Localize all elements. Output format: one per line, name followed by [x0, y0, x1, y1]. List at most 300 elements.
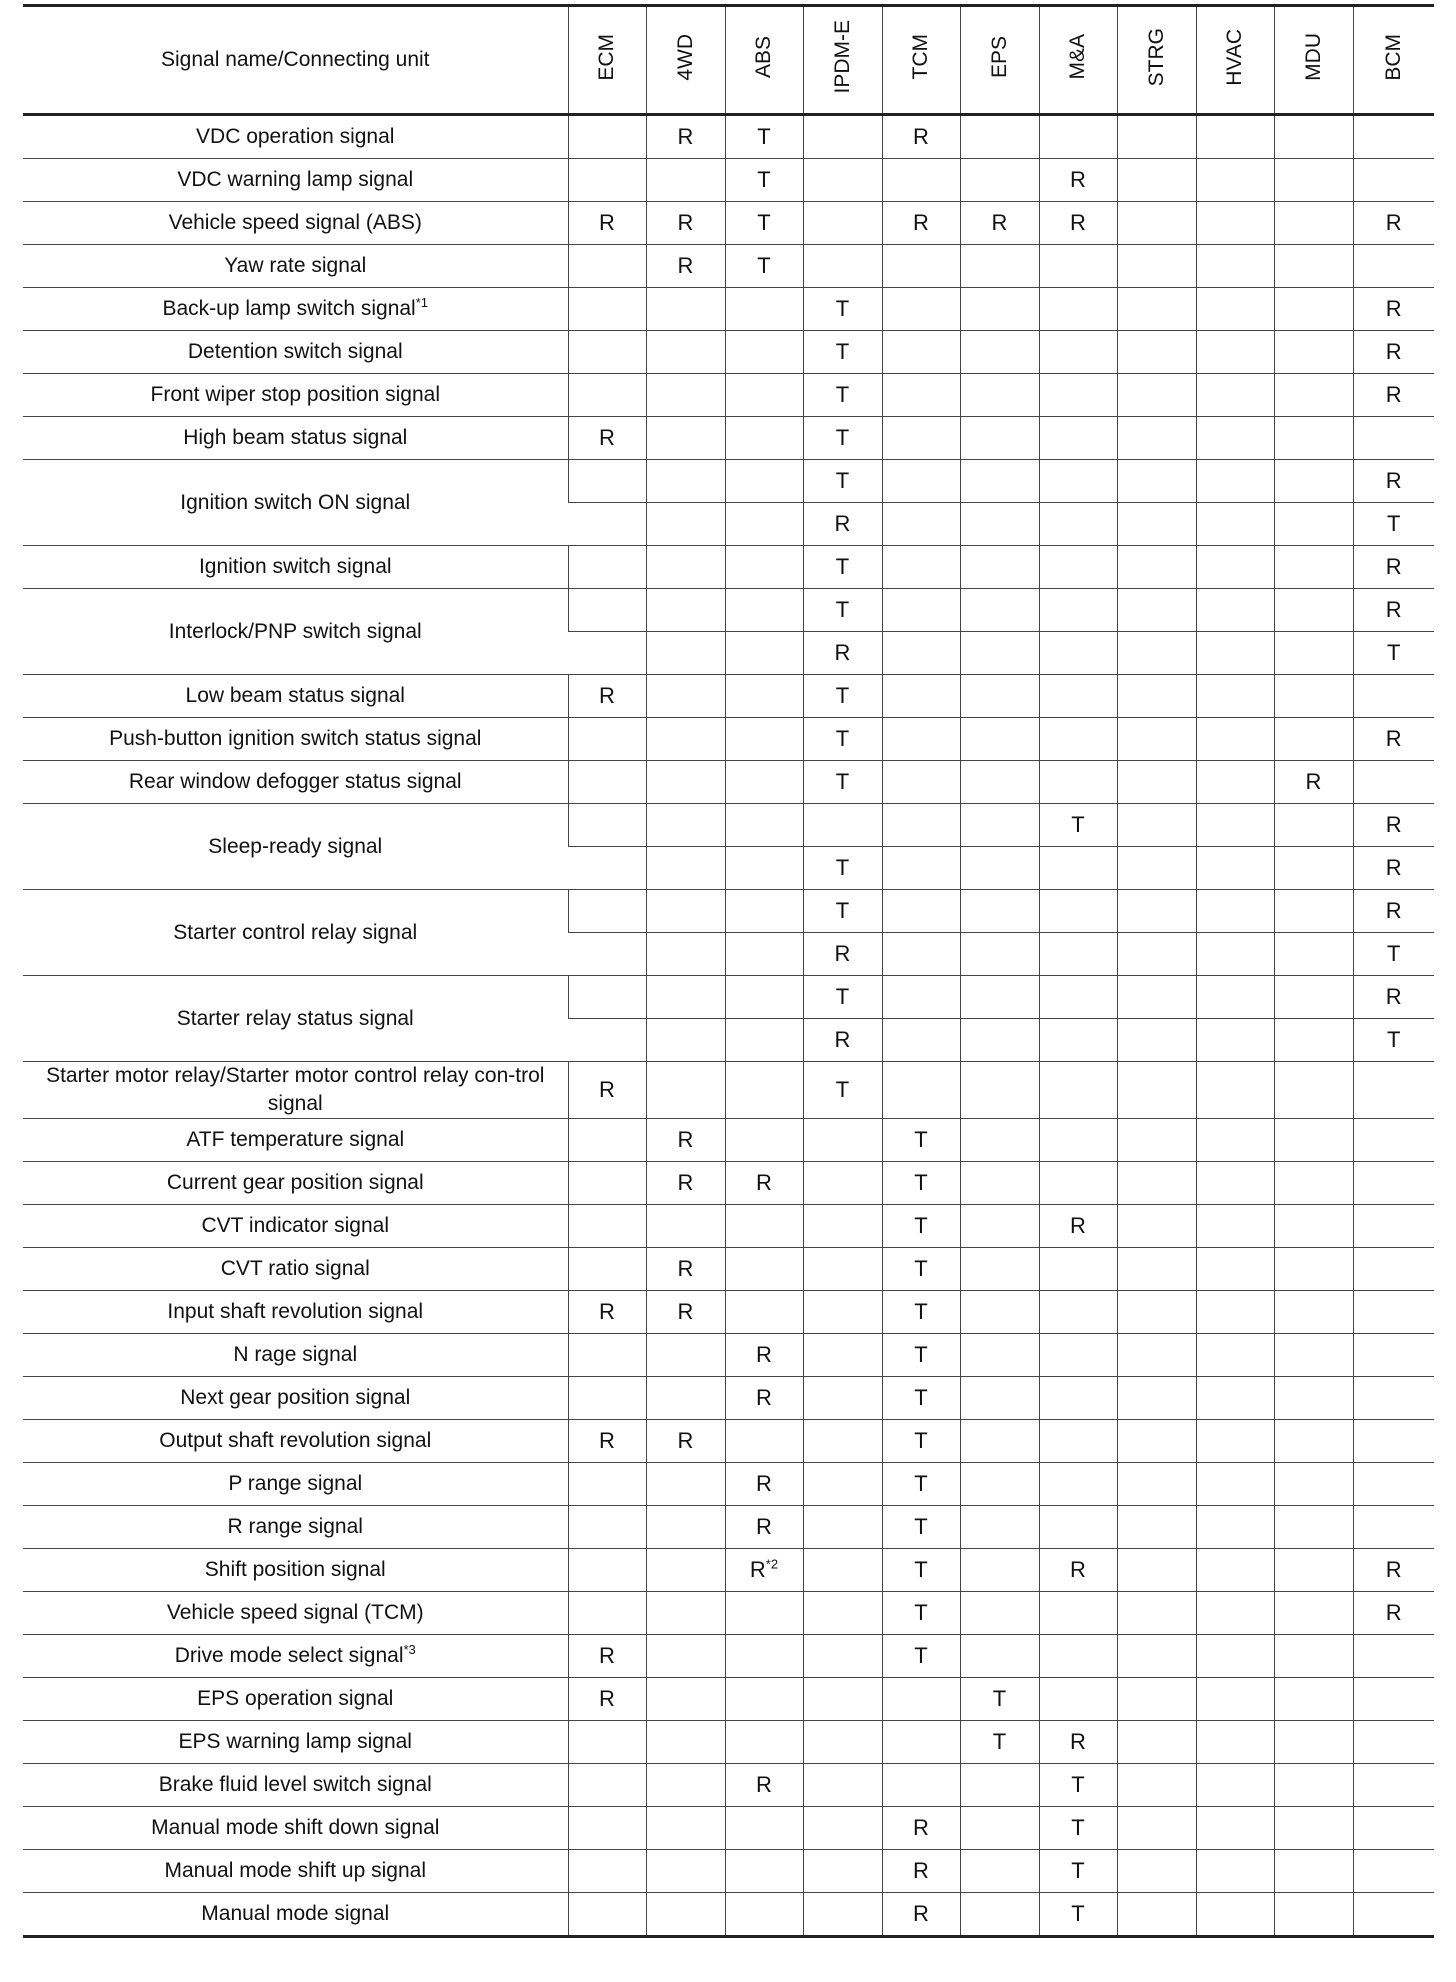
unit-value-cell: R	[1353, 804, 1434, 847]
signal-name-cell	[23, 331, 568, 374]
unit-value-cell	[1274, 1334, 1353, 1377]
unit-value-cell: T	[803, 1062, 882, 1119]
unit-value-cell	[1196, 1248, 1274, 1291]
unit-value-cell	[1274, 1119, 1353, 1162]
unit-value-cell	[568, 374, 646, 417]
signal-name: EPS warning lamp signal	[178, 1730, 412, 1753]
unit-value-cell	[960, 718, 1039, 761]
unit-value-cell	[1039, 1291, 1117, 1334]
unit-value-cell	[1274, 1678, 1353, 1721]
unit-value-cell	[1274, 374, 1353, 417]
unit-value-cell	[960, 589, 1039, 632]
unit-value-cell	[1039, 933, 1117, 976]
unit-value-cell: T	[882, 1291, 960, 1334]
unit-value-cell	[1353, 417, 1434, 460]
unit-value-cell	[1353, 1635, 1434, 1678]
unit-value-cell	[1353, 1463, 1434, 1506]
unit-value-cell	[882, 374, 960, 417]
signal-name: Vehicle speed signal (TCM)	[166, 1601, 424, 1624]
unit-value-cell	[1039, 718, 1117, 761]
signal-name: Input shaft revolution signal	[167, 1300, 424, 1323]
unit-value-cell: T	[1353, 503, 1434, 546]
unit-value-cell	[1196, 245, 1274, 288]
signal-table-body	[23, 115, 1434, 1937]
unit-value-cell	[803, 1248, 882, 1291]
footnote-marker: *2	[765, 1556, 779, 1572]
unit-value-cell	[568, 1119, 646, 1162]
unit-header-eps: EPS	[960, 6, 1039, 115]
unit-value-cell	[1196, 1420, 1274, 1463]
table-row	[23, 675, 1434, 718]
unit-value-cell	[882, 718, 960, 761]
unit-value-cell	[1274, 675, 1353, 718]
unit-value-cell	[1274, 1721, 1353, 1764]
unit-value-cell	[960, 1463, 1039, 1506]
unit-value-cell	[882, 245, 960, 288]
unit-value-cell	[1274, 159, 1353, 202]
unit-value-cell	[725, 1420, 803, 1463]
unit-value-cell	[960, 1549, 1039, 1592]
unit-value-cell	[646, 804, 725, 847]
unit-header-4wd: 4WD	[646, 6, 725, 115]
table-row	[23, 589, 1434, 632]
unit-value-cell	[646, 890, 725, 933]
unit-value-cell: T	[882, 1592, 960, 1635]
signal-name-cell	[23, 1334, 568, 1377]
unit-value-cell	[1196, 417, 1274, 460]
table-row	[23, 1205, 1434, 1248]
unit-value-cell	[1117, 847, 1196, 890]
unit-value-cell	[725, 589, 803, 632]
unit-value-cell	[1117, 460, 1196, 503]
unit-value-cell: R	[1353, 1592, 1434, 1635]
unit-value-cell	[1196, 1893, 1274, 1937]
unit-value-cell	[1196, 460, 1274, 503]
signal-name: Shift position signal	[204, 1558, 386, 1581]
unit-value-cell	[725, 546, 803, 589]
unit-value-cell: T	[803, 288, 882, 331]
signal-name-cell	[23, 202, 568, 245]
unit-value-cell	[1039, 847, 1117, 890]
unit-value-cell	[646, 546, 725, 589]
unit-value-cell	[1274, 460, 1353, 503]
unit-value-cell	[803, 1205, 882, 1248]
signal-name-cell	[23, 1549, 568, 1592]
unit-value-cell: R	[1039, 202, 1117, 245]
unit-value-cell: T	[1353, 933, 1434, 976]
unit-value-cell	[803, 1893, 882, 1937]
table-row	[23, 115, 1434, 159]
unit-value-cell	[1196, 1463, 1274, 1506]
signal-name: Current gear position signal	[166, 1171, 424, 1194]
unit-value-cell	[1117, 1420, 1196, 1463]
unit-value-cell	[725, 1062, 803, 1119]
unit-value-cell	[1353, 1162, 1434, 1205]
unit-value-cell	[882, 331, 960, 374]
unit-value-cell	[1274, 847, 1353, 890]
unit-value-cell	[960, 1162, 1039, 1205]
unit-value-cell	[1039, 1119, 1117, 1162]
unit-value-cell	[1274, 1205, 1353, 1248]
table-row	[23, 1162, 1434, 1205]
signal-name-cell	[23, 1119, 568, 1162]
unit-value-cell	[646, 1205, 725, 1248]
unit-value-cell	[646, 632, 725, 675]
unit-value-cell	[960, 1334, 1039, 1377]
unit-value-cell	[1117, 546, 1196, 589]
unit-value-cell	[568, 1463, 646, 1506]
unit-value-cell	[1196, 1764, 1274, 1807]
unit-value-cell	[1196, 1019, 1274, 1062]
unit-header-mdu: MDU	[1274, 6, 1353, 115]
unit-value-cell: T	[882, 1119, 960, 1162]
unit-value-cell	[882, 417, 960, 460]
signal-name-cell	[23, 245, 568, 288]
signal-name-cell	[23, 1420, 568, 1463]
signal-name: Next gear position signal	[180, 1386, 411, 1409]
unit-value-cell: T	[803, 460, 882, 503]
unit-value-cell: T	[725, 115, 803, 159]
unit-value-cell	[725, 761, 803, 804]
unit-value-cell	[1353, 1377, 1434, 1420]
unit-value-cell: R	[568, 1420, 646, 1463]
unit-value-cell	[1353, 1420, 1434, 1463]
unit-value-cell	[960, 1807, 1039, 1850]
unit-value-cell	[1039, 1678, 1117, 1721]
unit-value-cell	[1039, 1162, 1117, 1205]
unit-value-cell	[1117, 417, 1196, 460]
unit-value-cell	[1039, 632, 1117, 675]
unit-value-cell	[1039, 503, 1117, 546]
unit-value-cell: R	[882, 1807, 960, 1850]
unit-value-cell	[1196, 159, 1274, 202]
signal-name-cell	[23, 718, 568, 761]
unit-value-cell	[1117, 1334, 1196, 1377]
unit-value-cell	[1039, 1506, 1117, 1549]
unit-value-cell	[568, 245, 646, 288]
unit-value-cell: R	[803, 933, 882, 976]
unit-value-cell	[1196, 804, 1274, 847]
unit-value-cell: R	[1353, 202, 1434, 245]
unit-value-cell: R	[1039, 1721, 1117, 1764]
unit-value-cell	[803, 1377, 882, 1420]
unit-value-cell	[1274, 1463, 1353, 1506]
unit-value-cell: T	[882, 1549, 960, 1592]
unit-value-cell	[960, 1205, 1039, 1248]
unit-value-cell	[960, 1019, 1039, 1062]
unit-value-cell	[568, 1807, 646, 1850]
signal-name-cell	[23, 1291, 568, 1334]
unit-value-cell	[1274, 1162, 1353, 1205]
unit-value-cell	[1274, 1248, 1353, 1291]
signal-name: Sleep-ready signal	[208, 834, 383, 858]
signal-name: Vehicle speed signal (ABS)	[168, 211, 422, 234]
unit-value-cell	[1353, 1807, 1434, 1850]
unit-value-cell	[1117, 1506, 1196, 1549]
unit-value-cell	[1117, 1850, 1196, 1893]
unit-header-strg: STRG	[1117, 6, 1196, 115]
unit-value-cell	[1117, 718, 1196, 761]
signal-name-cell	[23, 1678, 568, 1721]
unit-value-cell	[960, 460, 1039, 503]
unit-value-cell	[646, 761, 725, 804]
unit-value-cell	[725, 1019, 803, 1062]
unit-value-cell	[725, 890, 803, 933]
unit-value-cell	[1117, 761, 1196, 804]
unit-value-cell	[1117, 1377, 1196, 1420]
unit-value-cell	[1196, 1506, 1274, 1549]
table-row	[23, 202, 1434, 245]
unit-value-cell	[568, 847, 646, 890]
unit-value-cell	[725, 288, 803, 331]
unit-value-cell	[725, 1205, 803, 1248]
unit-header-hvac: HVAC	[1196, 6, 1274, 115]
signal-name-cell	[23, 675, 568, 718]
unit-value-cell	[568, 1549, 646, 1592]
unit-value-cell: R	[646, 1162, 725, 1205]
unit-value-cell	[1039, 417, 1117, 460]
unit-value-cell: R	[1039, 159, 1117, 202]
unit-value-cell	[1196, 1807, 1274, 1850]
unit-value-cell	[1117, 1062, 1196, 1119]
signal-name: Drive mode select signal	[174, 1644, 404, 1667]
unit-value-cell	[1274, 1377, 1353, 1420]
unit-value-cell: T	[960, 1678, 1039, 1721]
unit-value-cell	[1274, 589, 1353, 632]
table-row	[23, 1850, 1434, 1893]
unit-value-cell	[1117, 933, 1196, 976]
unit-value-cell: T	[803, 675, 882, 718]
unit-value-cell	[568, 1592, 646, 1635]
unit-value-cell	[1274, 546, 1353, 589]
signal-name: Starter relay status signal	[176, 1006, 414, 1030]
unit-header-abs: ABS	[725, 6, 803, 115]
unit-value-cell	[1274, 417, 1353, 460]
unit-value-cell	[1117, 503, 1196, 546]
unit-value-cell	[1039, 761, 1117, 804]
unit-value-cell	[646, 1019, 725, 1062]
unit-value-cell	[646, 1506, 725, 1549]
unit-value-cell	[725, 460, 803, 503]
table-row	[23, 417, 1434, 460]
unit-value-cell	[1039, 1463, 1117, 1506]
unit-value-cell	[1353, 1850, 1434, 1893]
unit-value-cell	[1117, 1248, 1196, 1291]
table-header-row	[23, 6, 1434, 115]
signal-name: Rear window defogger status signal	[128, 770, 462, 793]
unit-value-cell	[725, 718, 803, 761]
signal-name: Ignition switch ON signal	[180, 490, 411, 514]
unit-value-cell	[1196, 718, 1274, 761]
unit-value-cell	[882, 1764, 960, 1807]
unit-value-cell	[882, 933, 960, 976]
unit-value-cell	[803, 159, 882, 202]
signal-name-cell	[23, 1205, 568, 1248]
signal-name-cell	[23, 1721, 568, 1764]
unit-value-cell: R	[646, 115, 725, 159]
unit-value-cell: R	[1353, 890, 1434, 933]
unit-value-cell: R	[803, 632, 882, 675]
signal-name: Starter control relay signal	[173, 920, 418, 944]
unit-value-cell	[1274, 804, 1353, 847]
signal-name: N rage signal	[233, 1343, 358, 1366]
unit-value-cell	[1274, 1592, 1353, 1635]
unit-value-cell	[568, 589, 646, 632]
unit-value-cell	[882, 1678, 960, 1721]
signal-name-cell	[23, 1506, 568, 1549]
unit-value-cell: R	[568, 675, 646, 718]
unit-value-cell: R	[568, 1635, 646, 1678]
unit-value-cell	[646, 1463, 725, 1506]
unit-value-cell: R	[1274, 761, 1353, 804]
table-row	[23, 1678, 1434, 1721]
unit-value-cell	[1117, 1721, 1196, 1764]
unit-value-cell: T	[882, 1635, 960, 1678]
unit-value-cell	[646, 1635, 725, 1678]
signal-name-cell	[23, 890, 568, 976]
unit-value-cell	[882, 632, 960, 675]
unit-value-cell	[1117, 1463, 1196, 1506]
unit-value-cell	[568, 1721, 646, 1764]
unit-value-cell: T	[803, 718, 882, 761]
unit-value-cell	[646, 417, 725, 460]
table-row	[23, 761, 1434, 804]
unit-value-cell	[882, 1062, 960, 1119]
unit-value-cell: T	[882, 1162, 960, 1205]
unit-value-cell	[1117, 245, 1196, 288]
unit-value-cell	[646, 460, 725, 503]
unit-value-cell	[1039, 589, 1117, 632]
table-row	[23, 1807, 1434, 1850]
unit-value-cell	[725, 374, 803, 417]
signal-table-container	[23, 4, 1434, 1938]
unit-value-cell	[882, 1019, 960, 1062]
unit-value-cell	[1196, 761, 1274, 804]
unit-value-cell	[725, 804, 803, 847]
unit-value-cell	[725, 417, 803, 460]
unit-value-cell: T	[803, 847, 882, 890]
unit-value-cell: T	[803, 589, 882, 632]
unit-value-cell	[960, 245, 1039, 288]
signal-name: Starter motor relay/Starter motor control relay con-trol signal	[46, 1064, 545, 1115]
unit-value-cell	[882, 159, 960, 202]
unit-value-cell	[1117, 1549, 1196, 1592]
signal-name-cell	[23, 1463, 568, 1506]
unit-value-cell	[568, 331, 646, 374]
unit-value-cell	[1196, 1291, 1274, 1334]
signal-name-cell	[23, 1807, 568, 1850]
unit-value-cell: R	[725, 1506, 803, 1549]
signal-name-cell	[23, 374, 568, 417]
unit-value-cell	[1117, 202, 1196, 245]
table-row	[23, 1119, 1434, 1162]
signal-name-cell	[23, 546, 568, 589]
signal-name-cell	[23, 589, 568, 675]
unit-value-cell: R	[1353, 847, 1434, 890]
table-row	[23, 374, 1434, 417]
unit-value-cell	[803, 1420, 882, 1463]
unit-value-cell	[1039, 1248, 1117, 1291]
unit-value-cell	[1353, 1764, 1434, 1807]
unit-value-cell	[568, 1019, 646, 1062]
signal-name: CVT indicator signal	[201, 1214, 390, 1237]
table-row	[23, 331, 1434, 374]
unit-value-cell	[568, 890, 646, 933]
unit-value-cell	[1196, 1334, 1274, 1377]
unit-value-cell	[568, 1506, 646, 1549]
unit-value-cell	[1117, 1019, 1196, 1062]
unit-value-cell	[1117, 589, 1196, 632]
unit-value-cell	[1274, 288, 1353, 331]
table-row	[23, 288, 1434, 331]
unit-value-cell	[1196, 1162, 1274, 1205]
unit-value-cell	[960, 976, 1039, 1019]
unit-value-cell	[803, 202, 882, 245]
unit-value-cell	[1196, 1119, 1274, 1162]
unit-value-cell: R	[568, 1062, 646, 1119]
unit-value-cell	[1196, 503, 1274, 546]
unit-value-cell: R	[1353, 546, 1434, 589]
unit-value-cell	[960, 1764, 1039, 1807]
unit-value-cell	[960, 374, 1039, 417]
unit-value-cell: R	[725, 1463, 803, 1506]
table-row	[23, 718, 1434, 761]
unit-value-cell	[568, 288, 646, 331]
unit-value-cell	[803, 245, 882, 288]
unit-value-cell: R	[1353, 976, 1434, 1019]
unit-value-cell	[568, 1248, 646, 1291]
unit-value-cell	[803, 1463, 882, 1506]
unit-value-cell	[1039, 546, 1117, 589]
unit-value-cell	[725, 1592, 803, 1635]
unit-value-cell	[568, 761, 646, 804]
table-row	[23, 1248, 1434, 1291]
unit-value-cell	[1039, 331, 1117, 374]
signal-name-cell	[23, 1893, 568, 1937]
unit-value-cell	[1196, 202, 1274, 245]
unit-value-cell	[1196, 331, 1274, 374]
unit-value-cell	[646, 589, 725, 632]
unit-value-cell: T	[882, 1334, 960, 1377]
unit-value-cell	[1353, 1248, 1434, 1291]
unit-value-cell	[646, 1850, 725, 1893]
unit-value-cell	[1117, 804, 1196, 847]
signal-name: Output shaft revolution signal	[159, 1429, 432, 1452]
unit-value-cell	[1117, 115, 1196, 159]
unit-value-cell	[1039, 1635, 1117, 1678]
unit-value-cell: R	[568, 1678, 646, 1721]
unit-value-cell: R	[646, 1248, 725, 1291]
signal-name: Yaw rate signal	[224, 254, 367, 277]
unit-value-cell	[725, 1721, 803, 1764]
unit-value-cell	[725, 331, 803, 374]
unit-value-cell	[646, 1678, 725, 1721]
unit-value-cell: T	[803, 331, 882, 374]
unit-value-cell	[1196, 675, 1274, 718]
unit-value-cell	[1196, 1205, 1274, 1248]
unit-value-cell	[646, 374, 725, 417]
unit-value-cell	[1353, 1678, 1434, 1721]
unit-value-cell	[960, 1592, 1039, 1635]
unit-value-cell	[1274, 933, 1353, 976]
unit-value-cell	[803, 804, 882, 847]
table-row	[23, 1291, 1434, 1334]
unit-value-cell	[1353, 1119, 1434, 1162]
signal-name-cell	[23, 1162, 568, 1205]
unit-value-cell	[1196, 1678, 1274, 1721]
unit-value-cell	[725, 1893, 803, 1937]
unit-value-cell	[725, 1850, 803, 1893]
